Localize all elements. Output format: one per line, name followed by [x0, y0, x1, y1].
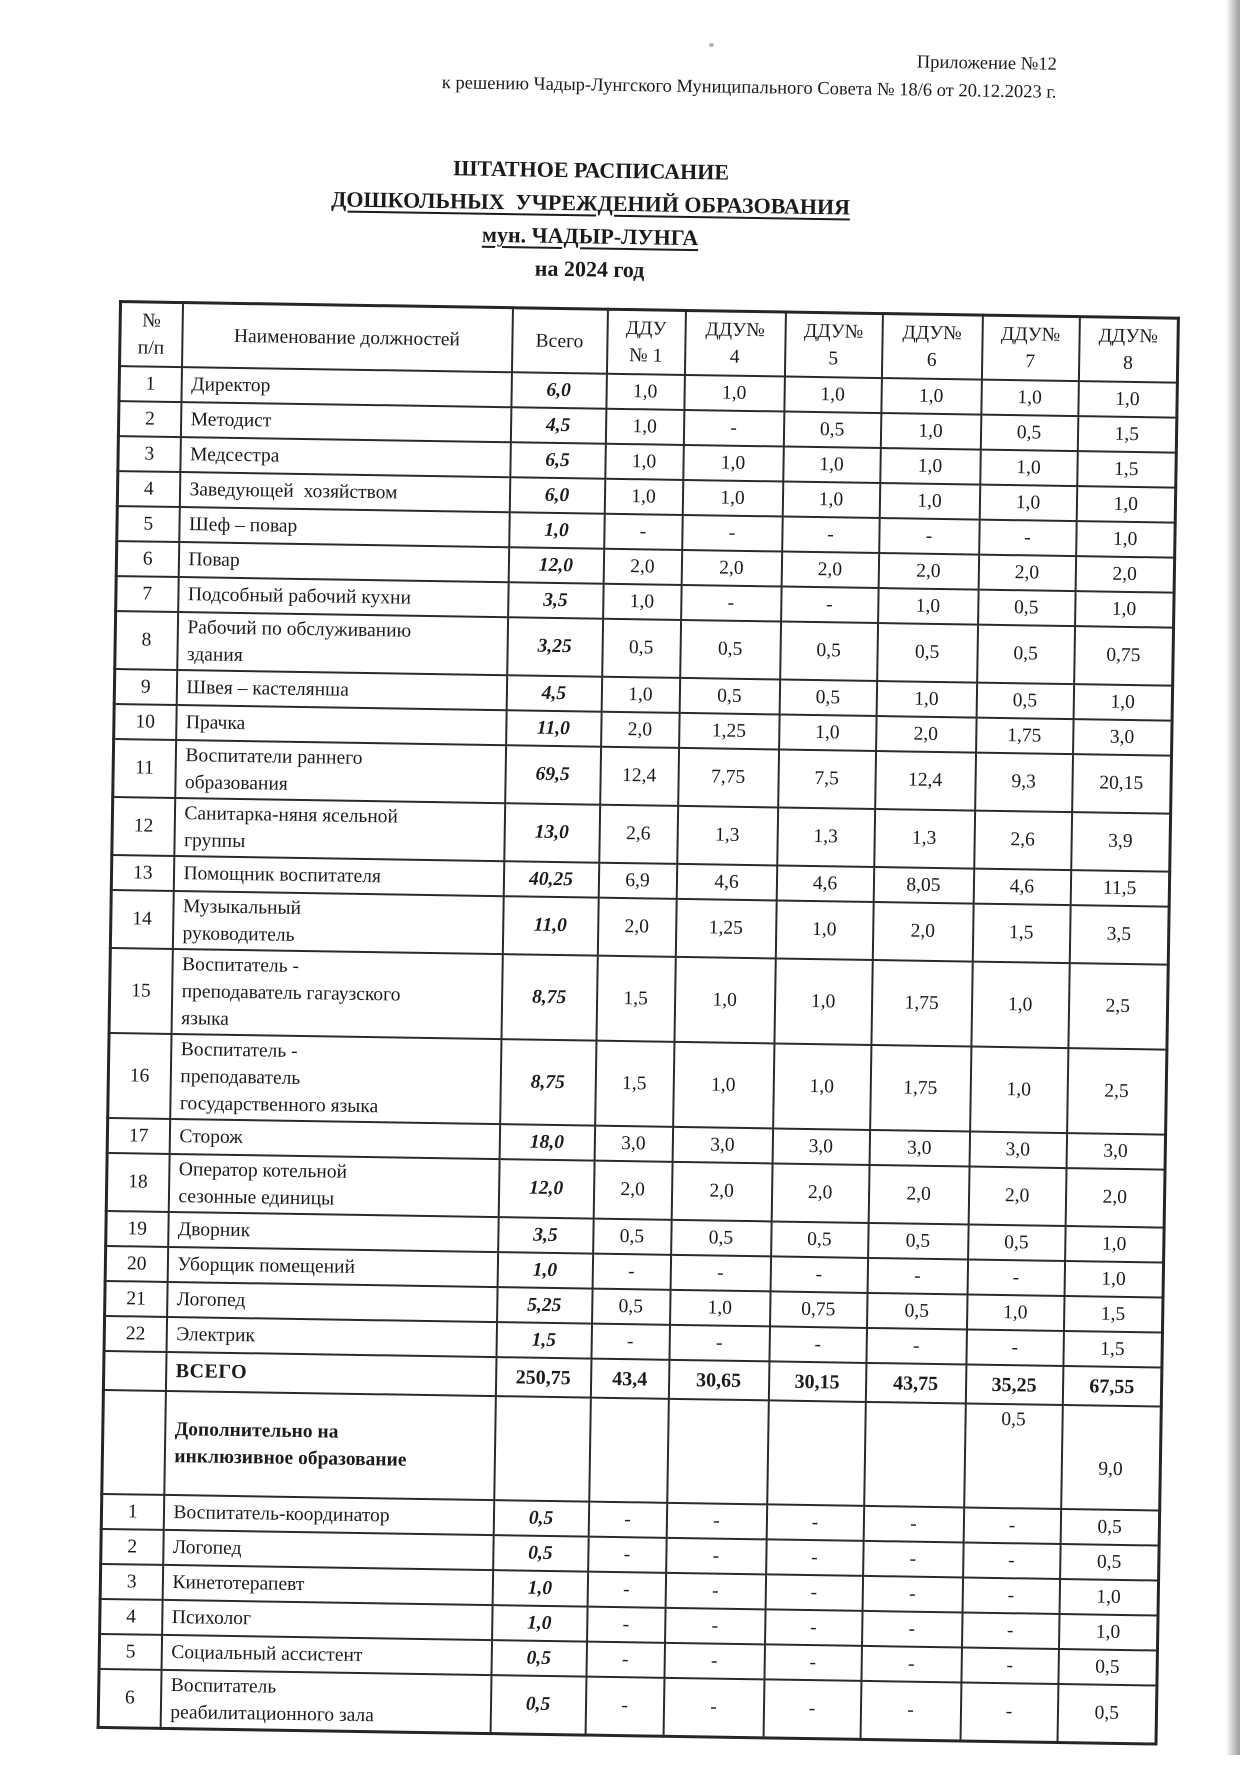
- value-cell: 0,5: [1057, 1684, 1157, 1744]
- value-cell: 3,0: [1066, 1133, 1166, 1170]
- position-name-cell: Логопед: [163, 1530, 494, 1570]
- value-cell: 1,0: [878, 588, 979, 625]
- position-name-cell: Психолог: [162, 1600, 493, 1640]
- value-cell: -: [604, 514, 683, 550]
- row-number-cell: 2: [118, 401, 181, 437]
- row-number-cell: 15: [109, 948, 172, 1034]
- row-number-cell: 20: [105, 1246, 168, 1282]
- table-row: [109, 948, 1168, 1050]
- value-cell: 9,3: [975, 753, 1073, 813]
- value-cell: -: [960, 1682, 1058, 1742]
- value-cell: 1,0: [670, 1290, 771, 1327]
- value-cell: 0,5: [779, 679, 877, 716]
- row-number-cell: 12: [112, 797, 175, 856]
- value-cell: 2,0: [771, 1163, 869, 1223]
- value-cell: 1,0: [880, 413, 981, 450]
- value-cell: 7,75: [678, 748, 779, 808]
- column-header: ДДУ№ 8: [1078, 317, 1178, 383]
- position-name-cell: Медсестра: [180, 437, 511, 477]
- position-name-cell: Сторож: [169, 1119, 500, 1159]
- total-value-cell: 0,5: [490, 1675, 586, 1735]
- value-cell: -: [769, 1326, 867, 1363]
- total-value-cell: 0,5: [493, 1535, 589, 1571]
- value-cell: 6,9: [598, 863, 677, 899]
- position-name-cell: Помощник воспитателя: [173, 856, 504, 896]
- row-number-cell: 11: [113, 739, 176, 798]
- value-cell: 1,0: [1075, 591, 1175, 628]
- value-cell: 1,0: [774, 958, 872, 1045]
- value-cell: -: [770, 1256, 868, 1293]
- total-value-cell: 6,5: [510, 442, 606, 478]
- value-cell: 2,0: [1075, 556, 1175, 593]
- value-cell: -: [682, 515, 783, 552]
- value-cell: -: [665, 1608, 766, 1645]
- value-cell: 1,0: [980, 450, 1078, 487]
- value-cell: 1,0: [979, 485, 1077, 522]
- value-cell: 1,0: [1059, 1579, 1159, 1616]
- position-name-cell: Шеф – повар: [179, 507, 510, 547]
- value-cell: 1,5: [595, 1041, 674, 1127]
- value-cell: -: [665, 1573, 766, 1610]
- value-cell: 1,0: [1076, 521, 1176, 558]
- row-number-cell: 10: [114, 704, 177, 740]
- value-cell: -: [587, 1572, 666, 1608]
- row-number-cell: 19: [106, 1211, 169, 1247]
- value-cell: -: [683, 410, 784, 447]
- row-number-cell: 9: [114, 669, 177, 705]
- value-cell: 43,4: [590, 1359, 669, 1399]
- value-cell: 1,75: [870, 1045, 971, 1132]
- additional-section-row: [102, 1390, 1162, 1511]
- position-name-cell: Подсобный рабочий кухни: [178, 577, 509, 617]
- total-value-cell: 1,0: [492, 1570, 588, 1606]
- total-value-cell: 3,25: [507, 617, 603, 676]
- value-cell: -: [963, 1507, 1061, 1544]
- value-cell: 1,0: [971, 962, 1069, 1049]
- total-value-cell: 0,5: [493, 1500, 589, 1536]
- position-name-cell: Уборщик помещений: [167, 1247, 498, 1287]
- value-cell: -: [961, 1612, 1059, 1649]
- total-value-cell: 11,0: [506, 710, 602, 746]
- value-cell: -: [781, 586, 879, 623]
- value-cell: 1,75: [976, 718, 1074, 755]
- value-cell: 0,5: [680, 620, 781, 680]
- value-cell: 1,5: [596, 956, 675, 1042]
- value-cell: 0,5: [679, 678, 780, 715]
- value-cell: 1,0: [1064, 1261, 1164, 1298]
- value-cell: 1,75: [871, 960, 972, 1047]
- row-number-cell: 3: [100, 1564, 163, 1600]
- value-cell: 1,0: [604, 479, 683, 515]
- value-cell: 9,0: [1061, 1405, 1162, 1511]
- position-name-cell: Электрик: [166, 1317, 497, 1357]
- value-cell: -: [967, 1260, 1065, 1297]
- value-cell: 1,3: [777, 807, 875, 867]
- annotation-line-1: Приложение №12: [916, 52, 1058, 75]
- value-cell: 0,5: [1060, 1544, 1160, 1581]
- value-cell: -: [666, 1538, 767, 1575]
- value-cell: 1,0: [606, 374, 685, 410]
- row-number-cell: 17: [107, 1118, 170, 1154]
- table-body: [98, 366, 1177, 1744]
- column-header: ДДУ№ 7: [981, 315, 1079, 381]
- value-cell: 1,0: [682, 480, 783, 517]
- value-cell: 2,5: [1067, 1048, 1167, 1135]
- value-cell: 43,75: [865, 1363, 966, 1404]
- column-header: ДДУ№ 5: [784, 312, 882, 378]
- value-cell: 3,9: [1071, 812, 1171, 872]
- value-cell: -: [861, 1646, 962, 1683]
- annotation-block: [442, 41, 1057, 107]
- value-cell: 1,0: [981, 380, 1079, 417]
- total-value-cell: 69,5: [505, 745, 601, 804]
- value-cell: 0,5: [771, 1221, 869, 1258]
- position-name-cell: Санитарка-няня ясельной группы: [174, 798, 505, 861]
- value-cell: 1,0: [683, 445, 784, 482]
- total-label-cell: ВСЕГО: [165, 1352, 496, 1396]
- value-cell: 1,0: [603, 584, 682, 620]
- row-number-cell: 3: [118, 436, 181, 472]
- value-cell: 0,5: [968, 1225, 1066, 1262]
- value-cell: -: [861, 1611, 962, 1648]
- column-header: № п/п: [120, 302, 183, 367]
- value-cell: 1,0: [1058, 1614, 1158, 1651]
- total-value-cell: 8,75: [500, 1039, 596, 1125]
- value-cell: 1,0: [782, 482, 880, 519]
- value-cell: 0,75: [1074, 626, 1174, 686]
- row-number-cell: 8: [115, 611, 178, 670]
- value-cell: 0,5: [964, 1403, 1063, 1509]
- title-block: [9, 144, 1171, 294]
- value-cell: 1,25: [679, 713, 780, 750]
- value-cell: [864, 1402, 966, 1508]
- value-cell: 12,4: [875, 751, 976, 811]
- value-cell: 1,5: [1077, 416, 1177, 453]
- row-number-cell: 6: [98, 1669, 161, 1728]
- position-name-cell: Воспитатель реабилитационного зала: [160, 1670, 491, 1734]
- value-cell: 2,0: [978, 555, 1076, 592]
- value-cell: 2,6: [974, 811, 1072, 871]
- value-cell: 1,0: [966, 1295, 1064, 1332]
- value-cell: -: [862, 1576, 963, 1613]
- value-cell: 3,0: [869, 1130, 970, 1167]
- total-value-cell: 250,75: [495, 1357, 591, 1397]
- value-cell: -: [763, 1679, 861, 1739]
- value-cell: 1,0: [879, 483, 980, 520]
- value-cell: -: [863, 1506, 964, 1543]
- value-cell: [667, 1399, 769, 1505]
- value-cell: -: [863, 1541, 964, 1578]
- value-cell: 1,0: [1073, 684, 1173, 721]
- total-value-cell: 3,5: [508, 582, 604, 618]
- value-cell: 67,55: [1062, 1366, 1162, 1407]
- value-cell: -: [663, 1678, 764, 1738]
- row-number-cell: 4: [117, 471, 180, 507]
- position-name-cell: Социальный ассистент: [161, 1635, 492, 1675]
- value-cell: 35,25: [965, 1364, 1063, 1405]
- total-value-cell: 1,5: [496, 1322, 592, 1358]
- total-value-cell: 4,5: [510, 407, 606, 443]
- value-cell: 3,0: [772, 1128, 870, 1165]
- value-cell: 1,0: [784, 377, 882, 414]
- row-number-cell: 5: [117, 506, 180, 542]
- total-value-cell: [494, 1396, 591, 1501]
- value-cell: -: [592, 1254, 671, 1290]
- position-name-cell: Швея – кастелянша: [176, 670, 507, 710]
- value-cell: 2,0: [597, 898, 676, 957]
- value-cell: 0,5: [783, 412, 881, 449]
- row-number-cell: 7: [116, 576, 179, 612]
- value-cell: -: [765, 1574, 863, 1611]
- value-cell: -: [588, 1537, 667, 1573]
- value-cell: 0,5: [868, 1223, 969, 1260]
- value-cell: 3,5: [1069, 905, 1169, 965]
- value-cell: 1,0: [684, 375, 785, 412]
- value-cell: 0,5: [977, 625, 1075, 685]
- value-cell: 0,5: [978, 590, 1076, 627]
- value-cell: -: [591, 1324, 670, 1360]
- column-header: ДДУ№ 6: [881, 314, 982, 380]
- value-cell: 0,5: [1058, 1649, 1158, 1686]
- row-number-cell: 5: [99, 1634, 162, 1670]
- total-value-cell: 3,5: [498, 1217, 594, 1253]
- position-name-cell: Повар: [178, 542, 509, 582]
- position-name-cell: Прачка: [176, 705, 507, 745]
- value-cell: 1,5: [1077, 451, 1177, 488]
- value-cell: 0,5: [866, 1293, 967, 1330]
- row-number-cell: 18: [106, 1153, 169, 1212]
- value-cell: 1,5: [1063, 1331, 1163, 1368]
- staffing-table: [97, 300, 1180, 1745]
- value-cell: 7,5: [778, 749, 876, 809]
- value-cell: 1,0: [674, 957, 775, 1044]
- row-number-cell: 21: [105, 1281, 168, 1317]
- total-value-cell: 4,5: [506, 675, 602, 711]
- value-cell: [589, 1398, 669, 1503]
- value-cell: 30,15: [768, 1361, 866, 1402]
- value-cell: 1,25: [675, 899, 776, 959]
- value-cell: 1,5: [972, 904, 1070, 964]
- total-value-cell: 11,0: [502, 896, 598, 955]
- value-cell: 0,5: [1060, 1509, 1160, 1546]
- value-cell: 1,0: [775, 900, 873, 960]
- value-cell: 1,0: [1065, 1226, 1165, 1263]
- row-number-cell: 2: [101, 1529, 164, 1565]
- value-cell: 2,6: [599, 805, 678, 864]
- value-cell: -: [782, 517, 880, 554]
- value-cell: -: [669, 1325, 770, 1362]
- value-cell: 0,5: [980, 415, 1078, 452]
- value-cell: 1,0: [783, 447, 881, 484]
- value-cell: -: [860, 1681, 961, 1741]
- value-cell: 2,0: [968, 1167, 1066, 1227]
- document-subtitle: ДОШКОЛЬНЫХ УЧРЕЖДЕНИЙ ОБРАЗОВАНИЯ: [331, 186, 851, 220]
- value-cell: -: [587, 1607, 666, 1643]
- total-value-cell: 5,25: [497, 1287, 593, 1323]
- total-value-cell: 18,0: [499, 1124, 595, 1160]
- value-cell: 30,65: [668, 1360, 769, 1401]
- total-value-cell: 1,0: [509, 512, 605, 548]
- column-header: Всего: [511, 308, 607, 374]
- annotation-line-2: к решению Чадыр-Лунгского Муниципального Совета № 18/6 от 20.12.2023 г.: [441, 73, 1057, 103]
- value-cell: -: [664, 1643, 765, 1680]
- value-cell: 0,5: [602, 619, 681, 678]
- position-name-cell: Дворник: [168, 1212, 499, 1252]
- value-cell: -: [766, 1504, 864, 1541]
- value-cell: 2,0: [878, 553, 979, 590]
- value-cell: 1,3: [677, 806, 778, 866]
- value-cell: 1,0: [876, 681, 977, 718]
- column-header: Наименование должностей: [182, 303, 513, 373]
- value-cell: 2,0: [601, 712, 680, 748]
- value-cell: 0,5: [671, 1220, 772, 1257]
- total-value-cell: 1,0: [492, 1605, 588, 1641]
- value-cell: 0,5: [592, 1289, 671, 1325]
- total-value-cell: 13,0: [504, 803, 600, 862]
- value-cell: -: [979, 520, 1077, 557]
- value-cell: -: [962, 1577, 1060, 1614]
- value-cell: 1,0: [779, 714, 877, 751]
- value-cell: -: [867, 1258, 968, 1295]
- position-name-cell: Методист: [180, 402, 511, 442]
- row-number-cell: 1: [119, 366, 182, 402]
- row-number-cell: [102, 1390, 166, 1495]
- row-number-cell: [103, 1351, 166, 1391]
- value-cell: 0,5: [877, 623, 978, 683]
- value-cell: 3,0: [672, 1127, 773, 1164]
- row-number-cell: 6: [116, 541, 179, 577]
- value-cell: -: [966, 1329, 1064, 1366]
- value-cell: 2,0: [593, 1161, 672, 1220]
- row-number-cell: 22: [104, 1316, 167, 1352]
- total-value-cell: 0,5: [491, 1640, 587, 1676]
- value-cell: 0,5: [976, 683, 1074, 720]
- total-value-cell: 6,0: [509, 477, 605, 513]
- column-header: ДДУ№ 4: [684, 310, 785, 376]
- additional-section-label: Дополнительно на инклюзивное образование: [164, 1391, 496, 1500]
- value-cell: 2,0: [681, 550, 782, 587]
- value-cell: 0,75: [770, 1291, 868, 1328]
- value-cell: 3,0: [1073, 719, 1173, 756]
- value-cell: 1,0: [773, 1043, 871, 1130]
- row-number-cell: 1: [101, 1494, 164, 1530]
- value-cell: 1,3: [874, 809, 975, 869]
- total-value-cell: 12,0: [508, 547, 604, 583]
- value-cell: -: [963, 1542, 1061, 1579]
- position-name-cell: Музыкальный руководитель: [172, 891, 503, 954]
- scan-edge-artifact: [1226, 0, 1240, 1755]
- total-value-cell: 40,25: [503, 861, 599, 897]
- value-cell: 3,0: [969, 1132, 1067, 1169]
- value-cell: 1,0: [1078, 381, 1178, 418]
- total-value-cell: 12,0: [498, 1159, 594, 1218]
- document-title: ШТАТНОЕ РАСПИСАНИЕ: [453, 155, 730, 185]
- value-cell: 1,0: [601, 677, 680, 713]
- value-cell: 2,0: [876, 716, 977, 753]
- position-name-cell: Воспитатели раннего образования: [175, 740, 506, 803]
- value-cell: 0,5: [593, 1219, 672, 1255]
- value-cell: 4,6: [973, 869, 1071, 906]
- value-cell: 0,5: [780, 621, 878, 681]
- row-number-cell: 4: [100, 1599, 163, 1635]
- scan-dot-artifact: [709, 43, 714, 47]
- value-cell: 3,0: [594, 1126, 673, 1162]
- value-cell: 2,0: [671, 1162, 772, 1222]
- value-cell: 2,0: [781, 551, 879, 588]
- row-number-cell: 13: [111, 855, 174, 891]
- position-name-cell: Воспитатель-координатор: [163, 1495, 494, 1535]
- value-cell: -: [666, 1503, 767, 1540]
- position-name-cell: Кинетотерапевт: [162, 1565, 493, 1605]
- value-cell: 1,0: [970, 1047, 1068, 1134]
- position-name-cell: Воспитатель - преподаватель гагаузского языка: [171, 949, 502, 1039]
- value-cell: -: [879, 518, 980, 555]
- value-cell: 2,0: [1065, 1168, 1165, 1228]
- value-cell: -: [765, 1609, 863, 1646]
- value-cell: 2,0: [603, 549, 682, 585]
- year-line: на 2024 год: [534, 255, 645, 283]
- value-cell: -: [588, 1502, 667, 1538]
- value-cell: 11,5: [1070, 870, 1170, 907]
- position-name-cell: Заведующей хозяйством: [179, 472, 510, 512]
- column-header: ДДУ № 1: [606, 309, 685, 375]
- value-cell: 1,0: [673, 1042, 774, 1129]
- position-name-cell: Оператор котельной сезонные единицы: [168, 1154, 499, 1217]
- value-cell: 1,5: [1063, 1296, 1163, 1333]
- value-cell: -: [961, 1647, 1059, 1684]
- value-cell: 1,0: [1076, 486, 1176, 523]
- municipality-line: мун. ЧАДЫР-ЛУНГА: [481, 221, 699, 251]
- value-cell: 8,05: [873, 867, 974, 904]
- value-cell: 1,0: [605, 409, 684, 445]
- total-value-cell: 6,0: [511, 372, 607, 408]
- value-cell: -: [764, 1644, 862, 1681]
- value-cell: -: [585, 1677, 664, 1737]
- table-row: [108, 1033, 1167, 1135]
- value-cell: -: [681, 585, 782, 622]
- value-cell: 1,0: [605, 444, 684, 480]
- value-cell: 2,0: [868, 1165, 969, 1225]
- position-name-cell: Воспитатель - преподаватель государственного языка: [170, 1034, 501, 1124]
- value-cell: [767, 1400, 866, 1506]
- position-name-cell: Логопед: [167, 1282, 498, 1322]
- value-cell: 1,0: [881, 378, 982, 415]
- value-cell: 2,0: [872, 902, 973, 962]
- value-cell: 20,15: [1072, 754, 1172, 814]
- value-cell: 4,6: [676, 864, 777, 901]
- total-value-cell: 8,75: [501, 954, 597, 1040]
- value-cell: 12,4: [600, 747, 679, 806]
- value-cell: -: [670, 1255, 771, 1292]
- total-value-cell: 1,0: [497, 1252, 593, 1288]
- value-cell: -: [866, 1328, 967, 1365]
- value-cell: 1,0: [880, 448, 981, 485]
- row-number-cell: 14: [110, 890, 173, 949]
- position-name-cell: Рабочий по обслуживанию здания: [177, 612, 508, 675]
- value-cell: -: [766, 1539, 864, 1576]
- value-cell: -: [586, 1642, 665, 1678]
- value-cell: 4,6: [776, 865, 874, 902]
- value-cell: 2,5: [1068, 963, 1168, 1050]
- row-number-cell: 16: [108, 1033, 171, 1119]
- position-name-cell: Директор: [181, 367, 512, 407]
